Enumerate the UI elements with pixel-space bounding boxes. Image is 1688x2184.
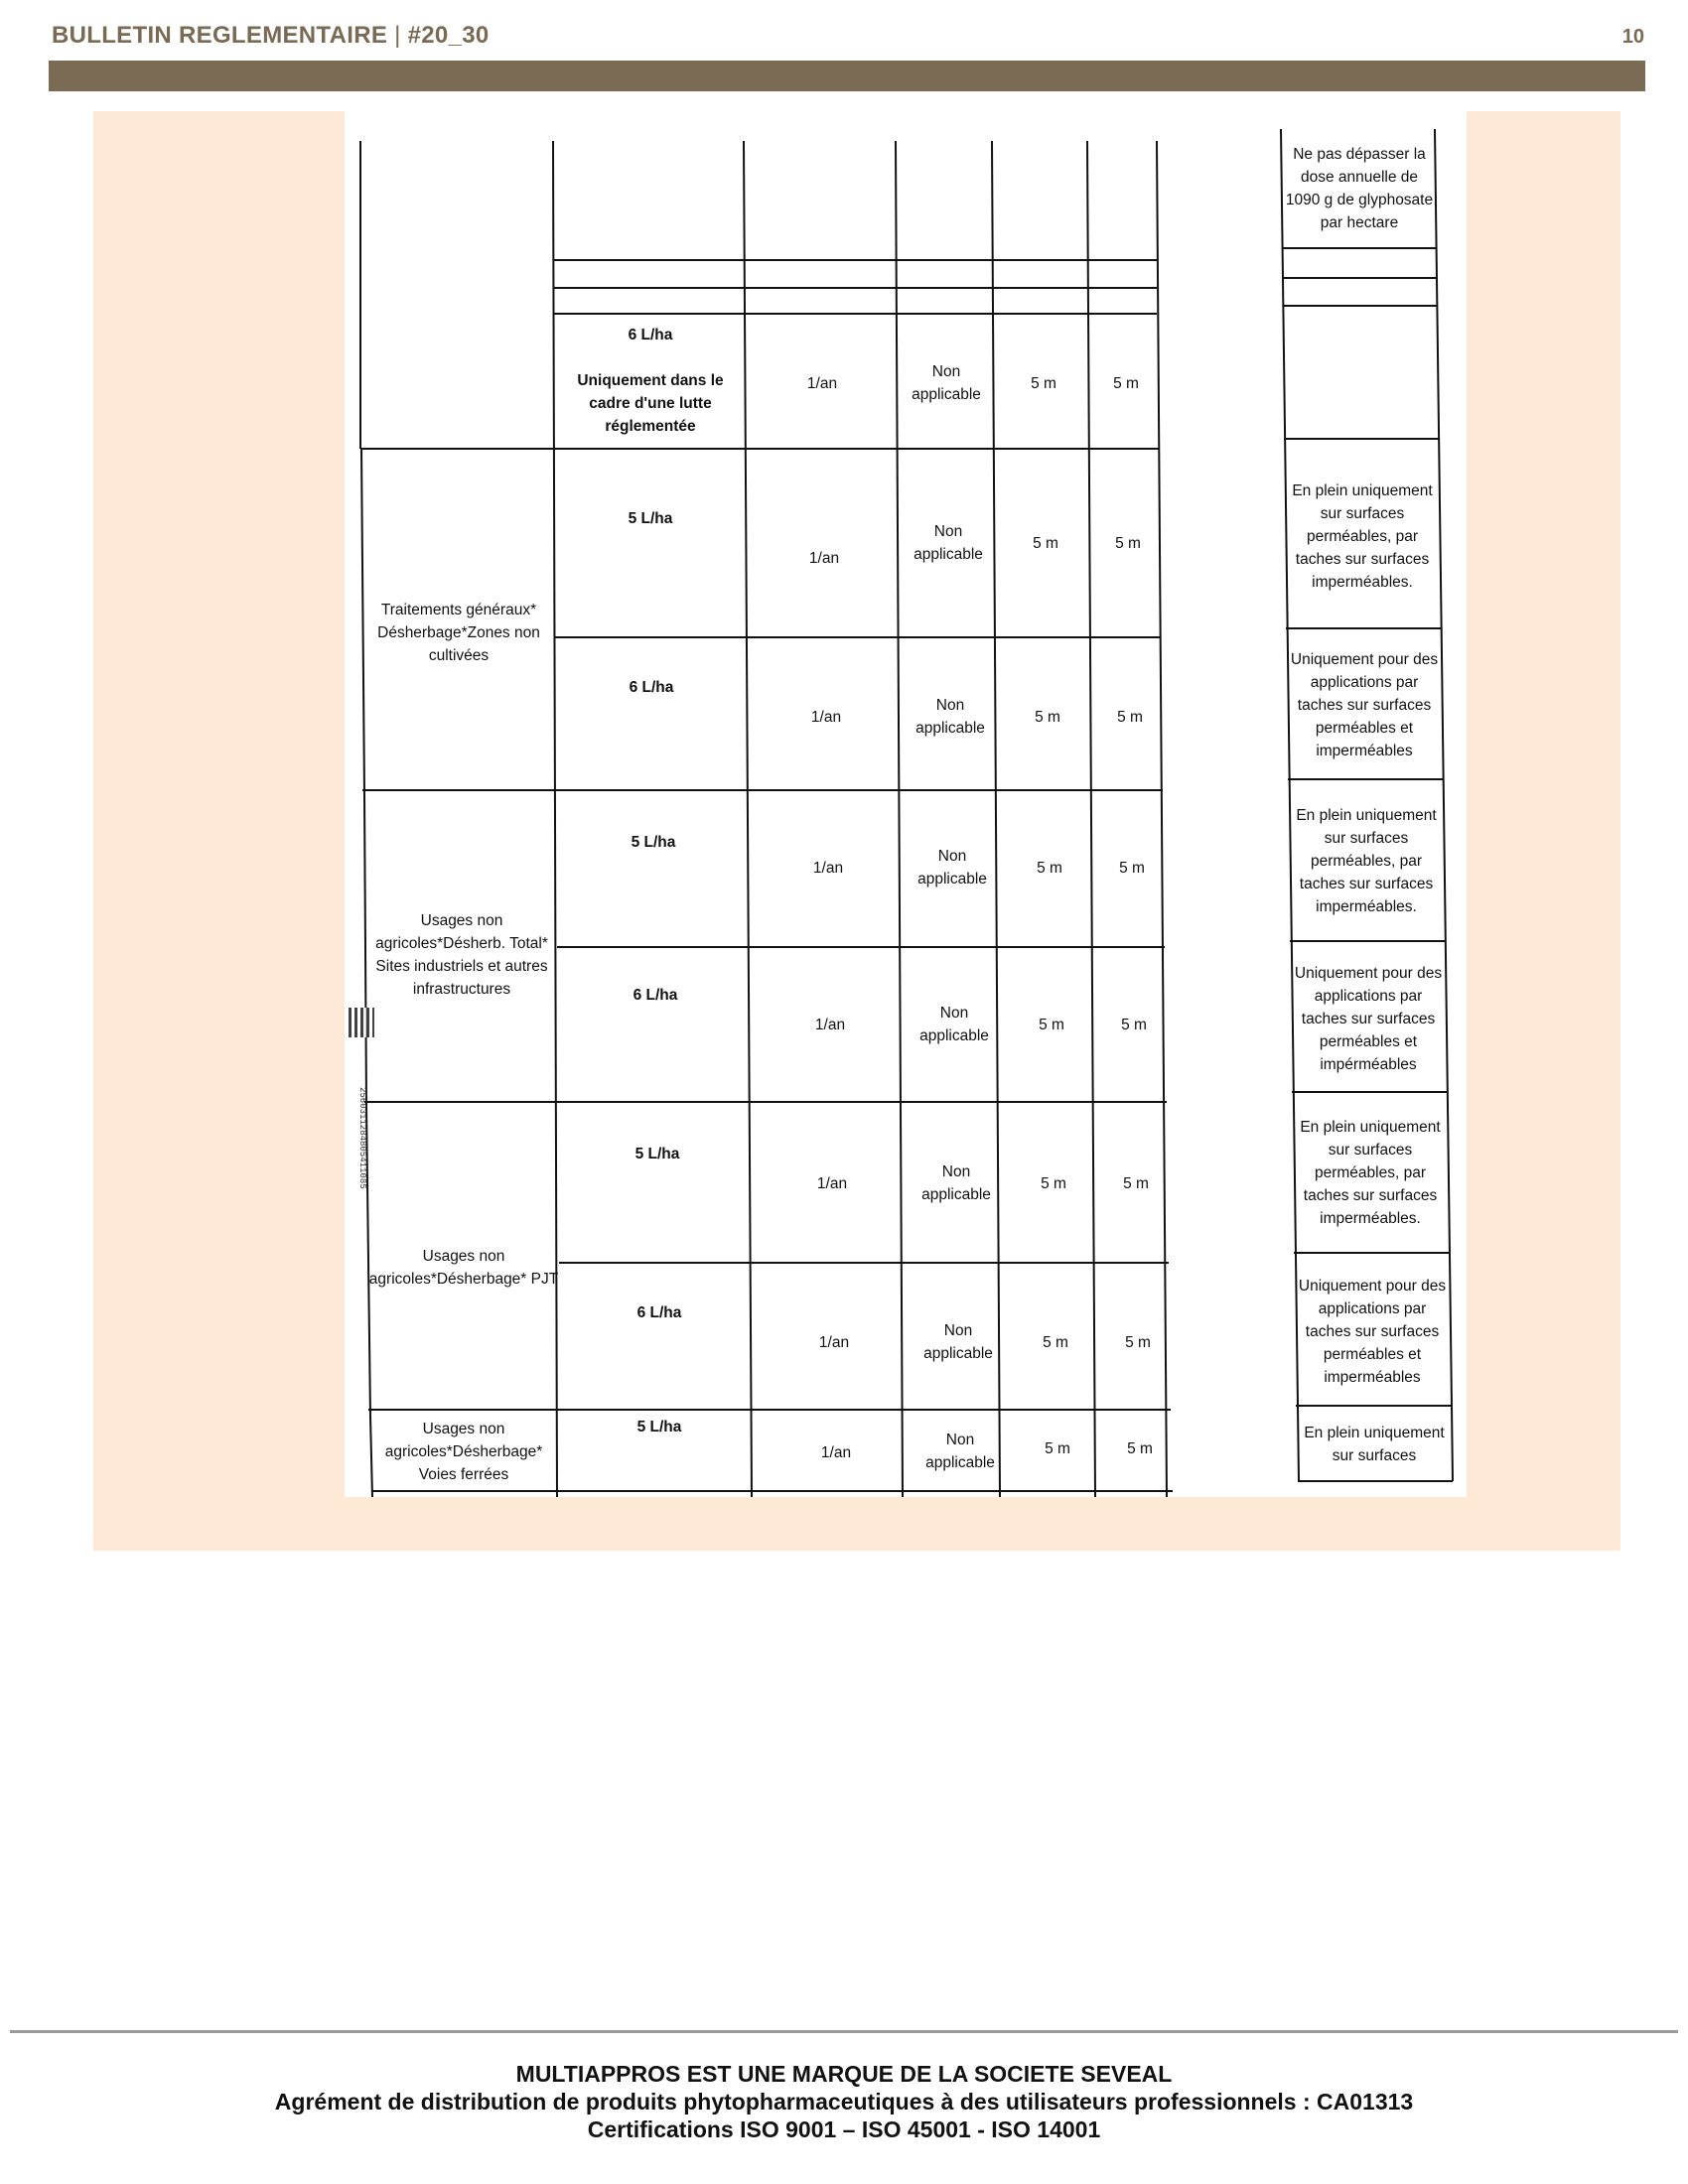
row-7-dose: 5 L/ha <box>636 1418 682 1435</box>
row-4-znt2: 5 m <box>1121 1016 1147 1033</box>
row-1-dose: 5 L/ha <box>628 509 673 527</box>
top-note-cell: Ne pas dépasser la dose annuelle de 1090 g de glyphosate par hectare <box>1285 145 1434 231</box>
row-0-dose: 6 L/ha <box>628 326 673 343</box>
row-0-stage: Non applicable <box>912 363 981 403</box>
row-0-znt2: 5 m <box>1113 374 1139 392</box>
row-5-znt2: 5 m <box>1123 1174 1149 1192</box>
row-6-znt1: 5 m <box>1043 1333 1068 1351</box>
row-7-stage: Non applicable <box>925 1432 995 1471</box>
row-3-frequency: 1/an <box>812 859 844 877</box>
side-code: 2560311284805411085 <box>357 1087 367 1189</box>
row-3-condition: En plein uniquement sur surfaces perméables, par taches sur surfaces imperméables. <box>1296 806 1437 915</box>
row-6-znt2: 5 m <box>1125 1333 1151 1351</box>
bulletin-name: BULLETIN REGLEMENTAIRE <box>52 22 388 49</box>
row-4-frequency: 1/an <box>814 1016 846 1033</box>
footer-brand-line: MULTIAPPROS EST UNE MARQUE DE LA SOCIETE SEVEAL <box>515 2061 1173 2087</box>
row-1-condition: En plein uniquement sur surfaces perméables, par taches sur surfaces imperméables. <box>1292 481 1433 591</box>
row-3-znt2: 5 m <box>1119 859 1145 877</box>
row-0-frequency: 1/an <box>806 374 838 392</box>
row-5-frequency: 1/an <box>816 1174 848 1192</box>
row-7-znt2: 5 m <box>1127 1439 1153 1457</box>
row-4-stage: Non applicable <box>919 1005 989 1044</box>
scanned-table-image <box>345 111 1467 1497</box>
bulletin-issue: #20_30 <box>407 22 490 49</box>
header-bar <box>49 61 1645 91</box>
row-7-usage: Usages non agricoles*Désherbage* Voies ferrées <box>384 1420 543 1483</box>
row-6-condition: Uniquement pour des applications par taches sur surfaces perméables et imperméables <box>1298 1277 1447 1386</box>
row-4-znt1: 5 m <box>1039 1016 1064 1033</box>
row-1-frequency: 1/an <box>808 549 840 567</box>
row-2-condition: Uniquement pour des applications par taches sur surfaces perméables et imperméables <box>1290 650 1439 759</box>
row-0-dose-note: Uniquement dans le cadre d'une lutte réglementée <box>577 371 724 435</box>
row-5-condition: En plein uniquement sur surfaces perméables, par taches sur surfaces imperméables. <box>1300 1118 1441 1227</box>
row-5-usage: Usages non agricoles*Désherbage* PJT <box>368 1248 559 1288</box>
row-2-znt1: 5 m <box>1035 708 1060 726</box>
row-6-dose: 6 L/ha <box>636 1303 682 1321</box>
row-2-stage: Non applicable <box>915 697 985 737</box>
row-2-frequency: 1/an <box>810 708 842 726</box>
row-3-usage: Usages non agricoles*Désherb. Total* Sites industriels et autres infrastructures <box>375 912 548 998</box>
page-number: 10 <box>1621 26 1644 48</box>
row-1-stage: Non applicable <box>914 523 983 563</box>
bulletin-title <box>52 22 490 50</box>
title-separator: | <box>394 22 401 49</box>
row-1-znt2: 5 m <box>1115 534 1141 552</box>
row-6-stage: Non applicable <box>923 1322 993 1362</box>
row-7-znt1: 5 m <box>1045 1439 1070 1457</box>
footer-divider <box>10 2030 1678 2033</box>
footer-certifications-line: Certifications ISO 9001 – ISO 45001 - ISO 14001 <box>587 2116 1101 2142</box>
row-7-condition: En plein uniquement sur surfaces <box>1304 1425 1445 1464</box>
row-2-dose: 6 L/ha <box>629 678 674 696</box>
row-1-usage: Traitements généraux* Désherbage*Zones non cultivées <box>377 601 540 664</box>
row-3-dose: 5 L/ha <box>631 833 676 851</box>
row-3-stage: Non applicable <box>917 848 987 887</box>
row-5-znt1: 5 m <box>1041 1174 1066 1192</box>
row-1-znt1: 5 m <box>1033 534 1058 552</box>
row-4-dose: 6 L/ha <box>633 986 678 1004</box>
row-4-condition: Uniquement pour des applications par taches sur surfaces perméables et impérméables <box>1294 964 1443 1073</box>
row-5-stage: Non applicable <box>921 1163 991 1203</box>
footer-agreement-line: Agrément de distribution de produits phytopharmaceutiques à des utilisateurs professionnels : CA01313 <box>274 2089 1414 2115</box>
row-5-dose: 5 L/ha <box>634 1145 680 1162</box>
row-0-znt1: 5 m <box>1031 374 1056 392</box>
row-7-frequency: 1/an <box>820 1443 852 1461</box>
row-3-znt1: 5 m <box>1037 859 1062 877</box>
row-2-znt2: 5 m <box>1117 708 1143 726</box>
row-6-frequency: 1/an <box>818 1333 850 1351</box>
